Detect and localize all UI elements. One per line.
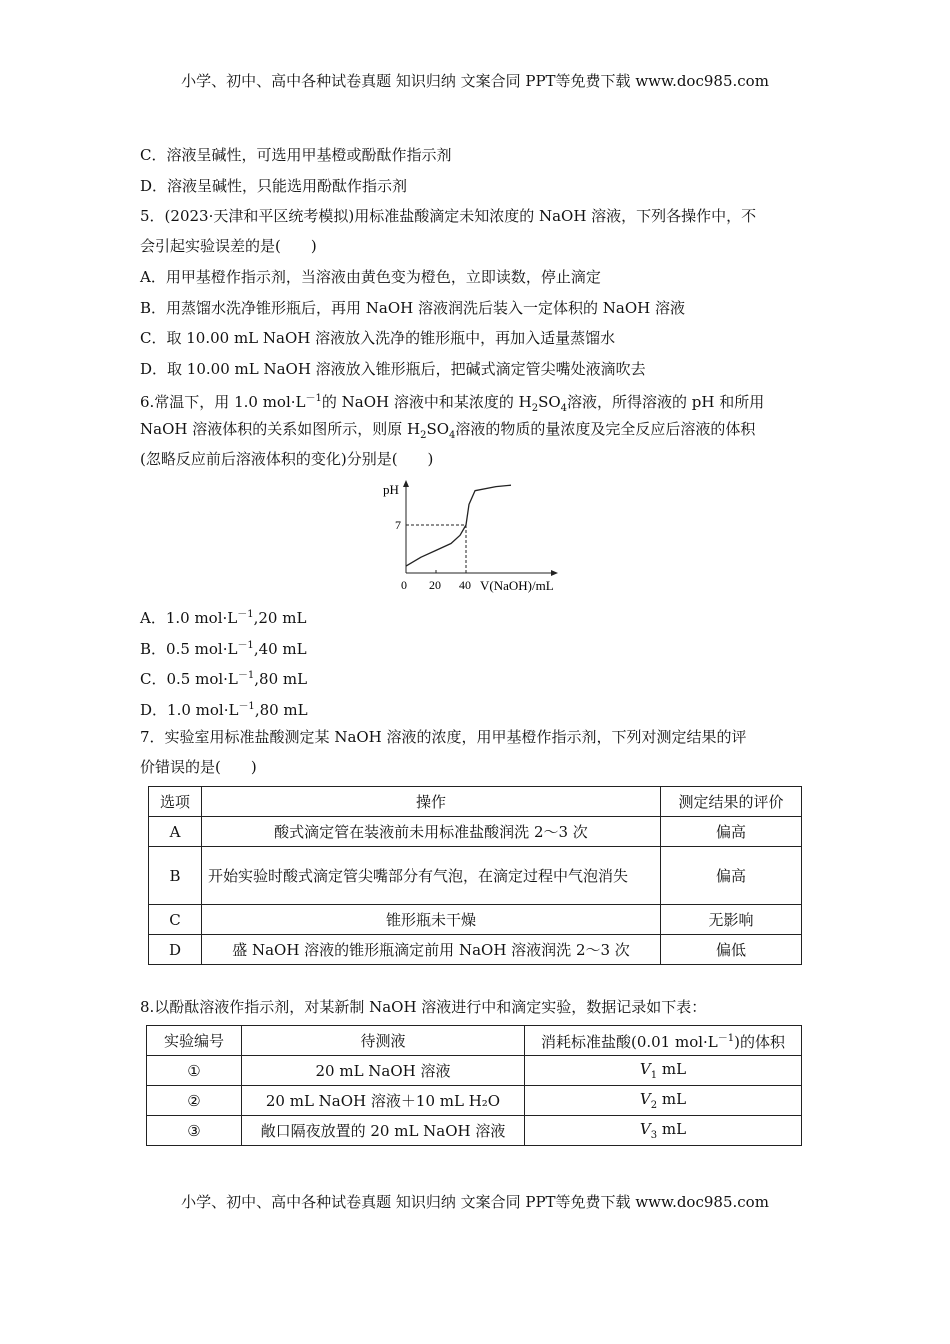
x-tick-label: 40 — [459, 578, 471, 592]
page-footer: 小学、初中、高中各种试卷真题 知识归纳 文案合同 PPT等免费下载 www.doc985.com — [181, 1193, 769, 1211]
y-tick-label: 7 — [395, 518, 401, 532]
table-cell: 锥形瓶未干燥 — [202, 905, 661, 935]
q8-header-no: 实验编号 — [147, 1026, 242, 1056]
table-row — [149, 935, 802, 965]
table-cell: ② — [147, 1086, 242, 1116]
q8-table — [146, 1025, 802, 1146]
table-cell: A — [149, 817, 202, 847]
q6-stem-line3: (忽略反应前后溶液体积的变化)分别是( ) — [140, 450, 434, 468]
q8-header-volume: 消耗标准盐酸(0.01 $mol\cdot L^{-1}$)的体积 — [525, 1026, 802, 1056]
page-header: 小学、初中、高中各种试卷真题 知识归纳 文案合同 PPT等免费下载 www.doc985.com — [181, 72, 769, 90]
x-axis-arrow — [551, 570, 558, 576]
q5-option-d: D．取 10.00 mL NaOH 溶液放入锥形瓶后，把碱式滴定管尖嘴处液滴吹去 — [140, 360, 646, 378]
table-cell: 20 mL NaOH 溶液 — [242, 1056, 525, 1086]
x-tick-label: 20 — [429, 578, 441, 592]
table-cell: 盛 NaOH 溶液的锥形瓶滴定前用 NaOH 溶液润洗 2～3 次 — [202, 935, 661, 965]
ph-curve — [406, 485, 511, 566]
x-axis-label: V(NaOH)/mL — [480, 578, 554, 593]
table-cell: 偏高 — [661, 817, 802, 847]
titration-chart — [378, 478, 578, 593]
q7-table — [148, 786, 802, 965]
q5-option-c: C．取 10.00 mL NaOH 溶液放入洗净的锥形瓶中，再加入适量蒸馏水 — [140, 329, 616, 347]
q7-header-option: 选项 — [149, 787, 202, 817]
table-cell: $V_3$ mL — [525, 1116, 802, 1146]
table-cell: 偏高 — [661, 847, 802, 905]
q7-stem-line2: 价错误的是( ) — [140, 758, 257, 776]
table-cell: C — [149, 905, 202, 935]
q6-option-b: B．0.5 $mol\cdot L^{-1},40$ mL — [140, 640, 307, 658]
table-cell: 酸式滴定管在装液前未用标准盐酸润洗 2～3 次 — [202, 817, 661, 847]
table-cell: ① — [147, 1056, 242, 1086]
table-cell: 开始实验时酸式滴定管尖嘴部分有气泡，在滴定过程中气泡消失 — [202, 847, 661, 905]
table-cell: 敞口隔夜放置的 20 mL NaOH 溶液 — [242, 1116, 525, 1146]
q6-stem-line1: 6.常温下，用 1.0 $mol\cdot L^{-1}$的 NaOH 溶液中和某浓度的 $H_2SO_4$溶液，所得溶液的 pH 和所用 — [140, 393, 765, 414]
x-tick-label: 0 — [401, 578, 407, 592]
q5-stem-line2: 会引起实验误差的是( ) — [140, 237, 317, 255]
table-cell: 20 mL NaOH 溶液＋10 mL H₂O — [242, 1086, 525, 1116]
table-header-row — [147, 1026, 802, 1056]
table-cell: $V_2$ mL — [525, 1086, 802, 1116]
q7-stem-line1: 7．实验室用标准盐酸测定某 NaOH 溶液的浓度，用甲基橙作指示剂，下列对测定结果的评 — [140, 728, 747, 746]
q8-header-liquid: 待测液 — [242, 1026, 525, 1056]
q5-option-b: B．用蒸馏水洗净锥形瓶后，再用 NaOH 溶液润洗后装入一定体积的 NaOH 溶液 — [140, 299, 685, 317]
table-row — [147, 1116, 802, 1146]
table-row — [149, 817, 802, 847]
q6-stem-line2: NaOH 溶液体积的关系如图所示，则原 $H_2SO_4$溶液的物质的量浓度及完全反应后溶液的体积 — [140, 420, 756, 441]
q4-option-d: D．溶液呈碱性，只能选用酚酞作指示剂 — [140, 177, 408, 195]
q4-option-c: C．溶液呈碱性，可选用甲基橙或酚酞作指示剂 — [140, 146, 452, 164]
table-header-row — [149, 787, 802, 817]
table-cell: 偏低 — [661, 935, 802, 965]
table-cell: $V_1$ mL — [525, 1056, 802, 1086]
q6-option-d: D．1.0 $mol\cdot L^{-1},80$ mL — [140, 701, 308, 719]
table-cell: 无影响 — [661, 905, 802, 935]
table-row — [149, 847, 802, 905]
q7-header-operation: 操作 — [202, 787, 661, 817]
table-row — [147, 1086, 802, 1116]
y-axis-label: pH — [383, 482, 399, 497]
q7-header-evaluation: 测定结果的评价 — [661, 787, 802, 817]
table-row — [147, 1056, 802, 1086]
table-cell: ③ — [147, 1116, 242, 1146]
q6-option-a: A．1.0 $mol\cdot L^{-1},20$ mL — [140, 609, 307, 627]
y-axis-arrow — [403, 480, 409, 487]
q5-option-a: A．用甲基橙作指示剂，当溶液由黄色变为橙色，立即读数，停止滴定 — [140, 268, 601, 286]
q6-option-c: C．0.5 $mol\cdot L^{-1},80$ mL — [140, 670, 308, 688]
q8-stem: 8.以酚酞溶液作指示剂，对某新制 NaOH 溶液进行中和滴定实验，数据记录如下表： — [140, 998, 707, 1016]
q5-stem-line1: 5．(2023·天津和平区统考模拟)用标准盐酸滴定未知浓度的 NaOH 溶液，下列各操作中，不 — [140, 207, 757, 225]
table-row — [149, 905, 802, 935]
table-cell: D — [149, 935, 202, 965]
table-cell: B — [149, 847, 202, 905]
